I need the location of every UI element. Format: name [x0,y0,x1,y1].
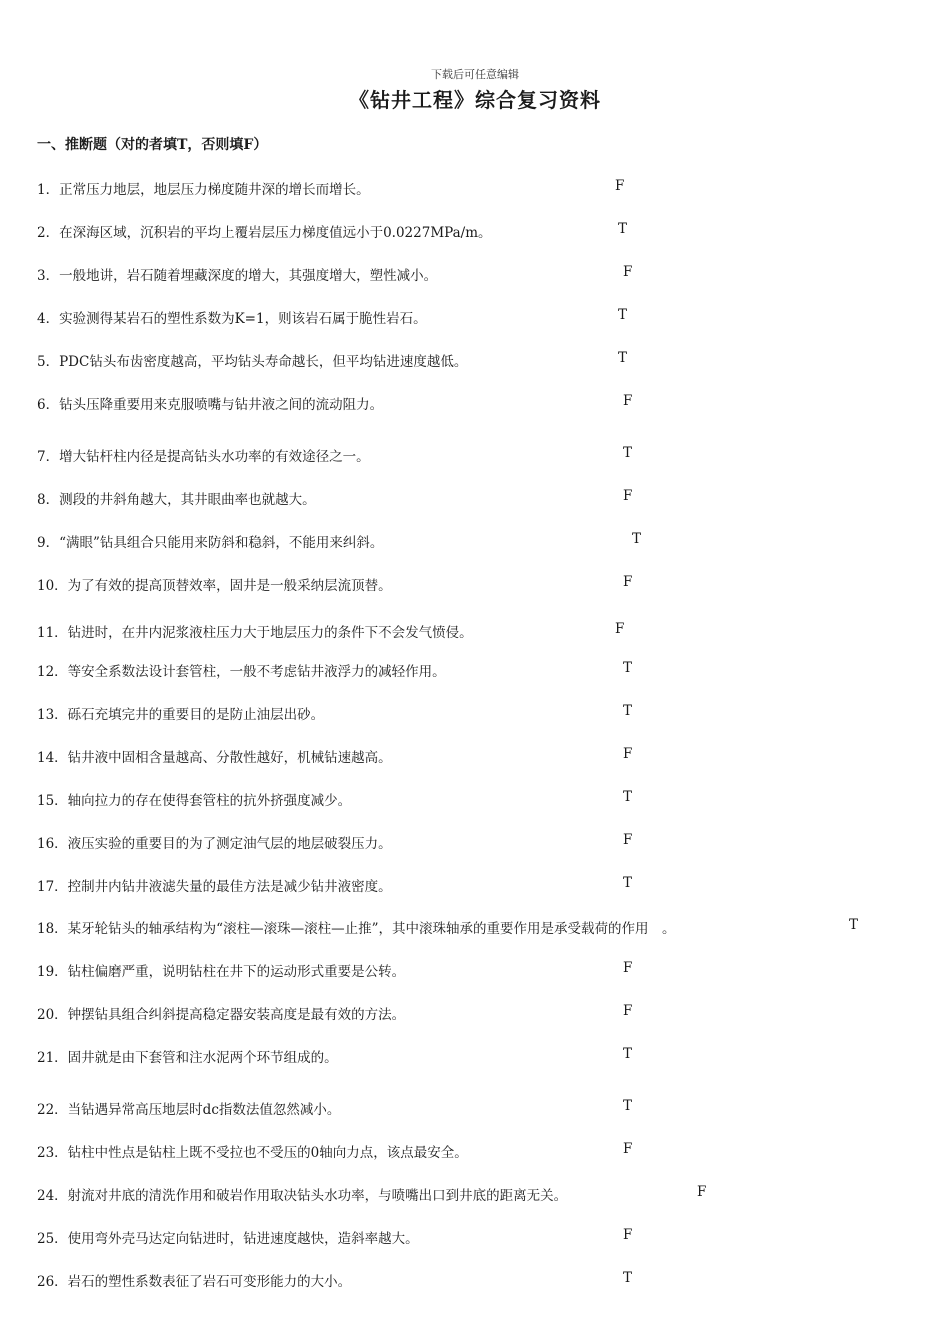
header-note: 下载后可任意编辑 [431,68,519,81]
question-answer: T [623,1270,633,1286]
question-text: 3．一般地讲，岩石随着埋藏深度的增大，其强度增大，塑性减小。 [37,268,438,284]
question-answer: T [623,875,633,891]
question-answer: T [623,789,633,805]
question-answer: T [623,703,633,719]
question-text: 15．轴向拉力的存在使得套管柱的抗外挤强度减少。 [37,793,352,809]
question-text: 5．PDC钻头布齿密度越高，平均钻头寿命越长，但平均钻进速度越低。 [37,354,468,370]
question-text: 9．“满眼”钻具组合只能用来防斜和稳斜，不能用来纠斜。 [37,535,384,551]
question-answer: T [618,307,628,323]
question-answer: F [623,393,633,409]
question-text: 14．钻井液中固相含量越高、分散性越好，机械钻速越高。 [37,750,392,766]
question-answer: F [623,746,633,762]
question-text: 21．固井就是由下套管和注水泥两个环节组成的。 [37,1050,338,1066]
question-answer: F [697,1184,707,1200]
question-text: 1．正常压力地层，地层压力梯度随井深的增长而增长。 [37,182,370,198]
question-answer: T [623,1098,633,1114]
question-answer: F [623,1227,633,1243]
question-answer: T [623,445,633,461]
question-text: 16．液压实验的重要目的为了测定油气层的地层破裂压力。 [37,836,392,852]
question-text: 6．钻头压降重要用来克服喷嘴与钻井液之间的流动阻力。 [37,397,384,413]
question-text: 4．实验测得某岩石的塑性系数为K=1，则该岩石属于脆性岩石。 [37,311,427,327]
question-answer: F [623,1141,633,1157]
question-text: 18．某牙轮钻头的轴承结构为“滚柱—滚珠—滚柱—止推”，其中滚珠轴承的重要作用是承受载荷的作用 。 [37,921,676,937]
question-answer: T [623,1046,633,1062]
question-text: 23．钻柱中性点是钻柱上既不受拉也不受压的0轴向力点，该点最安全。 [37,1145,468,1161]
question-answer: F [623,574,633,590]
question-text: 13．砾石充填完井的重要目的是防止油层出砂。 [37,707,325,723]
question-text: 26．岩石的塑性系数表征了岩石可变形能力的大小。 [37,1274,352,1290]
question-answer: F [615,621,625,637]
question-text: 22．当钻遇异常高压地层时dc指数法值忽然减小。 [37,1102,341,1118]
question-text: 24．射流对井底的清洗作用和破岩作用取决钻头水功率，与喷嘴出口到井底的距离无关。 [37,1188,568,1204]
question-text: 17．控制井内钻井液滤失量的最佳方法是减少钻井液密度。 [37,879,392,895]
question-answer: T [618,350,628,366]
question-text: 11．钻进时，在井内泥浆液柱压力大于地层压力的条件下不会发气愤侵。 [37,625,473,641]
question-answer: F [623,1003,633,1019]
question-answer: T [618,221,628,237]
question-text: 19．钻柱偏磨严重，说明钻柱在井下的运动形式重要是公转。 [37,964,406,980]
question-answer: F [623,264,633,280]
question-answer: F [623,488,633,504]
question-answer: T [623,660,633,676]
question-answer: F [623,960,633,976]
question-answer: T [849,917,859,933]
question-text: 10．为了有效的提高顶替效率，固井是一般采纳层流顶替。 [37,578,392,594]
question-text: 20．钟摆钻具组合纠斜提高稳定器安装高度是最有效的方法。 [37,1007,406,1023]
question-answer: F [615,178,625,194]
question-text: 2．在深海区域，沉积岩的平均上覆岩层压力梯度值远小于0.0227MPa/m。 [37,225,492,241]
document-title: 《钻井工程》综合复习资料 [349,88,601,112]
question-text: 8．测段的井斜角越大，其井眼曲率也就越大。 [37,492,316,508]
question-answer: T [632,531,642,547]
question-text: 7．增大钻杆柱内径是提高钻头水功率的有效途径之一。 [37,449,370,465]
question-answer: F [623,832,633,848]
question-text: 25．使用弯外壳马达定向钻进时，钻进速度越快，造斜率越大。 [37,1231,419,1247]
question-text: 12．等安全系数法设计套管柱，一般不考虑钻井液浮力的减轻作用。 [37,664,446,680]
section-heading: 一、推断题（对的者填T，否则填F） [37,137,268,153]
